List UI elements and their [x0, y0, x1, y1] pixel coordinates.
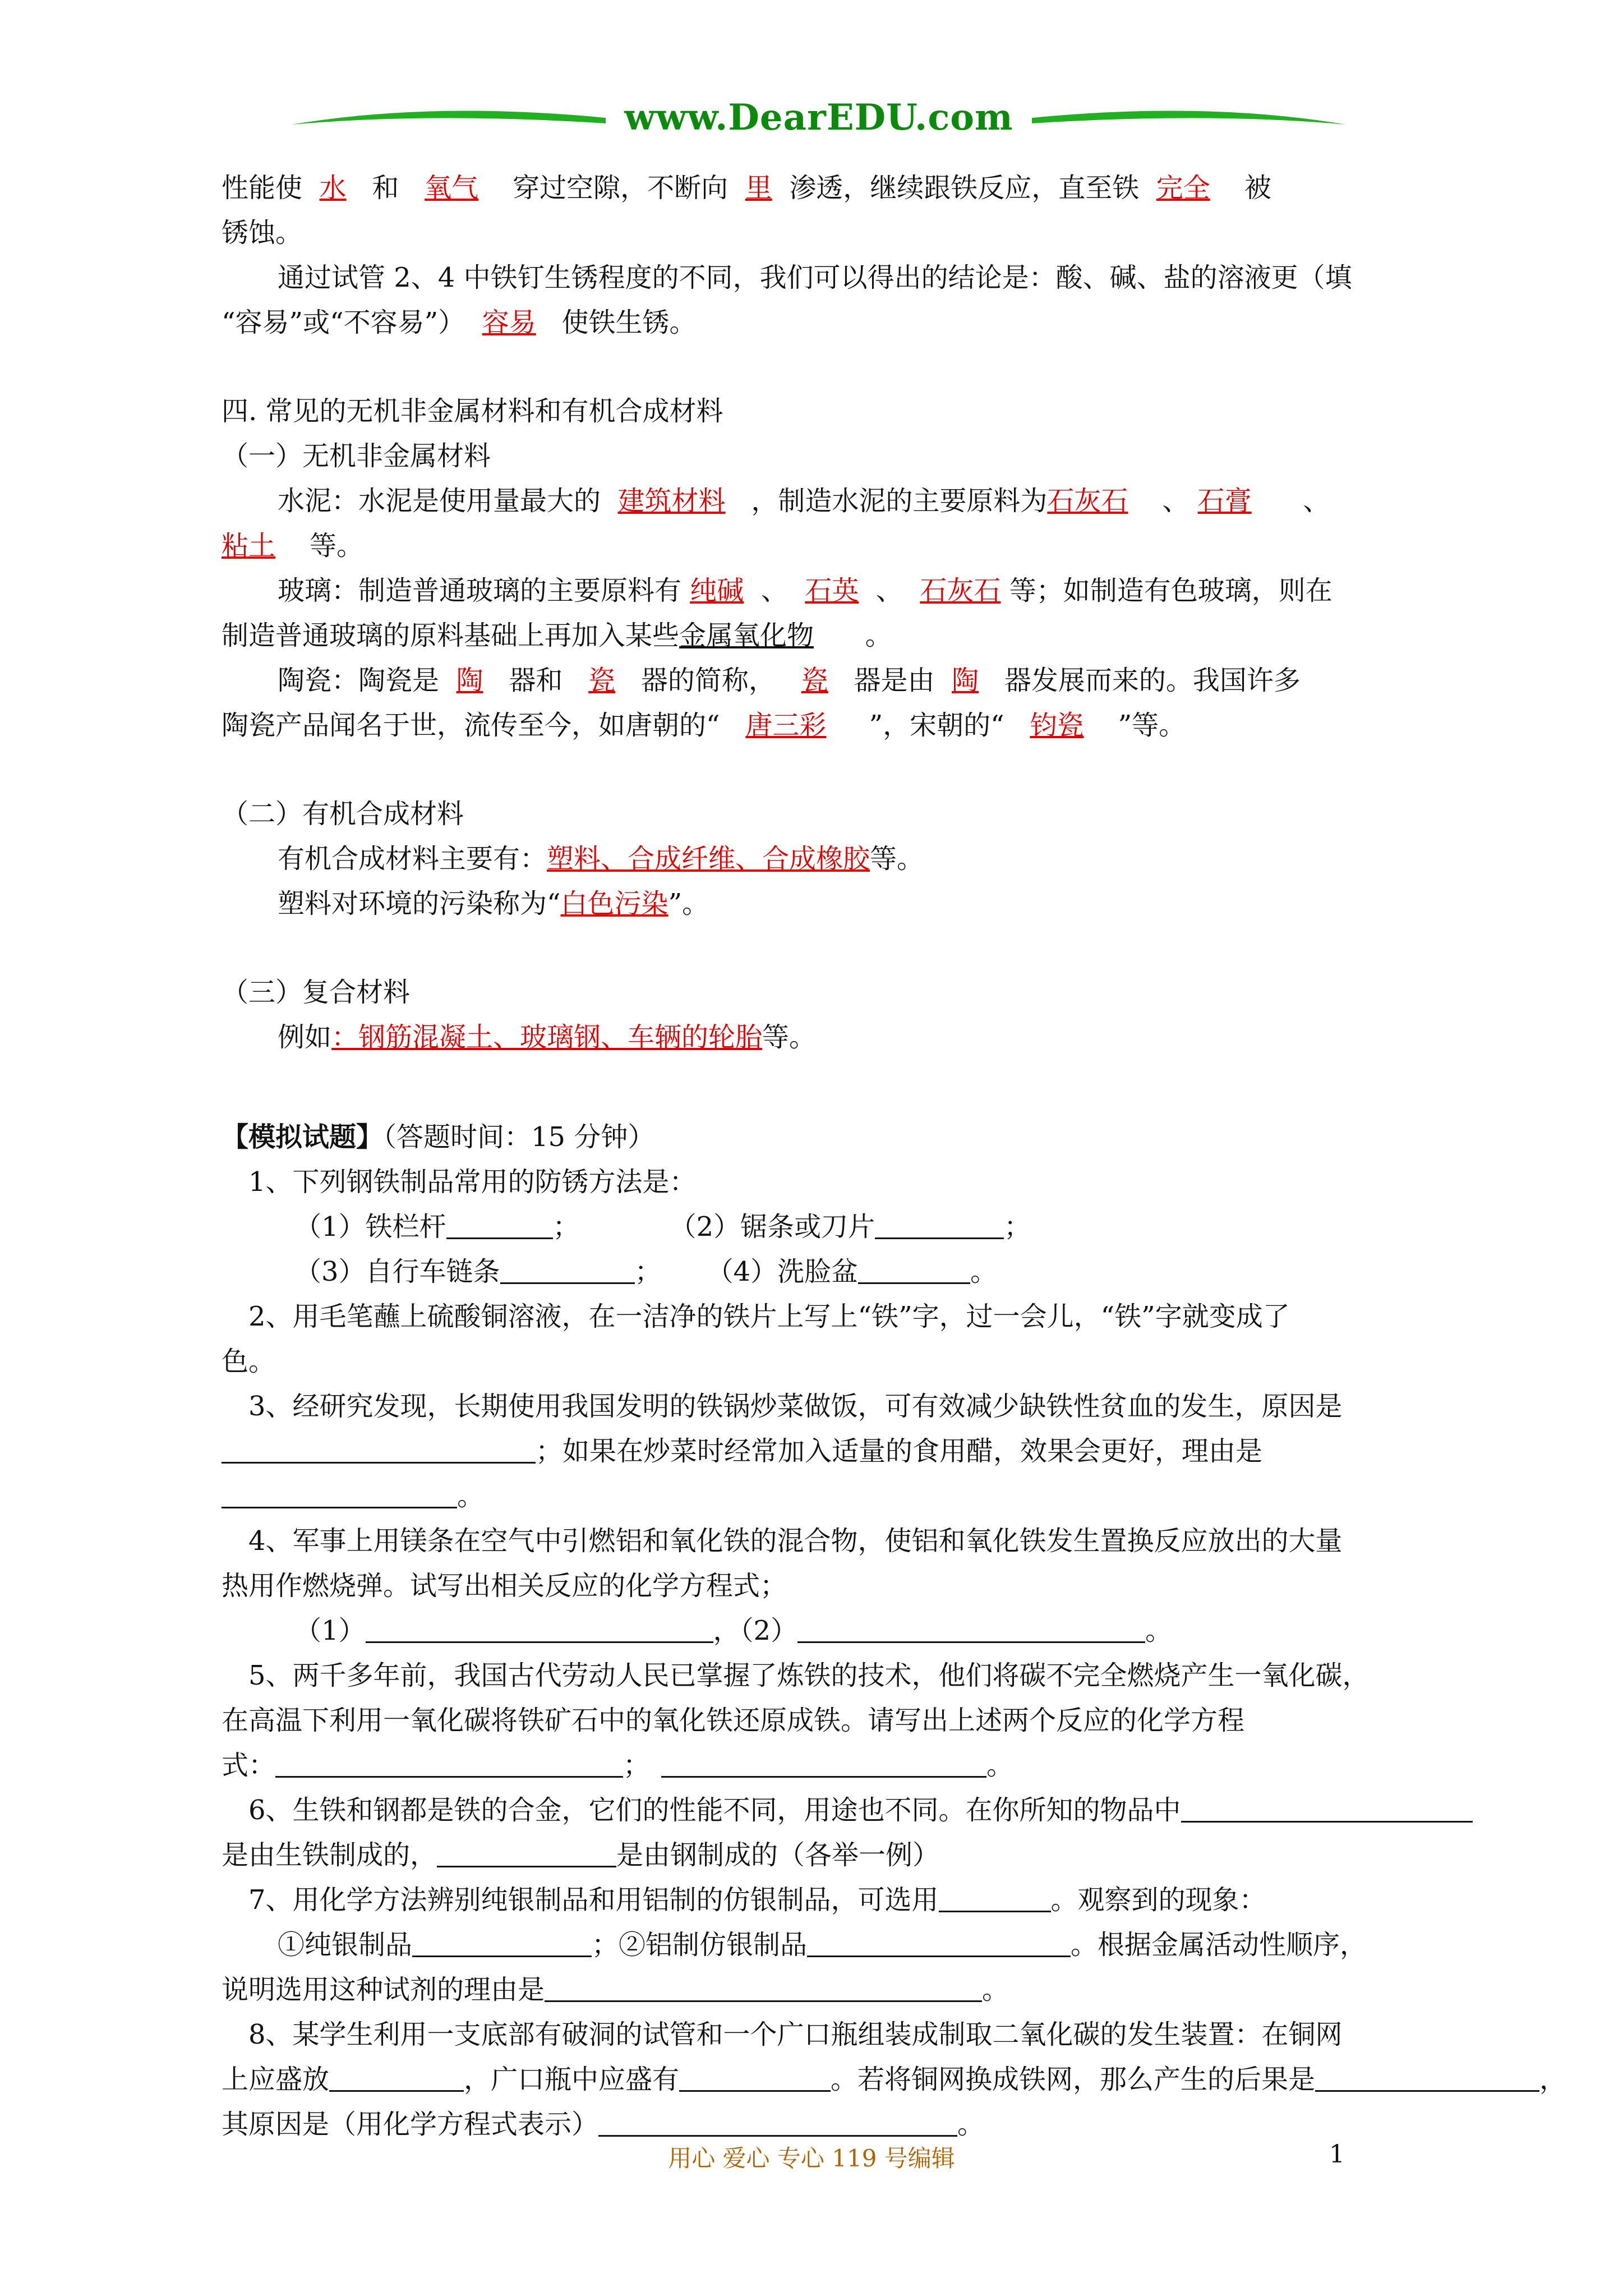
blank[interactable]: [437, 1838, 616, 1867]
question-8-end: 其原因是（用化学方程式表示） 。: [222, 2102, 1405, 2147]
blank[interactable]: [446, 1209, 553, 1239]
question-5-equations: 式： ； 。: [222, 1743, 1405, 1788]
subheading-composite: （三）复合材料: [222, 977, 411, 1008]
question-6-cont: 是由生铁制成的， 是由钢制成的（各举一例）: [222, 1833, 1405, 1878]
question-4-equations: （1） ，（2） 。: [222, 1608, 1405, 1653]
line-ceramic-2: 陶瓷产品闻名于世，流传至今，如唐朝的“ 唐三彩 ”，宋朝的“ 钧瓷 ”等。: [222, 710, 1186, 741]
blank[interactable]: [797, 1613, 1145, 1643]
question-2-cont: 色。: [222, 1346, 276, 1377]
question-3-end: 。: [222, 1474, 1405, 1519]
question-8: 8、某学生利用一支底部有破洞的试管和一个广口瓶组装成制取二氧化碳的发生装置：在铜网: [248, 2019, 1343, 2050]
question-7: 7、用化学方法辨别纯银制品和用铝制的仿银制品，可选用 。观察到的现象：: [222, 1878, 1405, 1922]
blank[interactable]: [366, 1613, 713, 1643]
blank[interactable]: [939, 1883, 1051, 1912]
blank[interactable]: [679, 2062, 831, 2092]
question-1-row-2: （3）自行车链条 ； （4）洗脸盆 。: [222, 1249, 1405, 1294]
blank[interactable]: [807, 1927, 1071, 1957]
page-number: 1: [1329, 2140, 1345, 2169]
blank[interactable]: [500, 1254, 635, 1284]
line-s2: 锈蚀。: [222, 217, 303, 249]
question-1-row-1: （1）铁栏杆 ； （2）锯条或刀片 ；: [222, 1204, 1405, 1249]
answer: 陶: [952, 665, 979, 696]
question-4-cont: 热用作燃烧弹。试写出相关反应的化学方程式；: [222, 1570, 787, 1602]
answer: 钧瓷: [1030, 710, 1084, 741]
blank[interactable]: [545, 1972, 982, 2002]
section-heading-4: 四. 常见的无机非金属材料和有机合成材料: [222, 395, 723, 427]
answer: 纯碱: [690, 575, 744, 606]
blank[interactable]: [222, 1479, 457, 1508]
document-body: [222, 165, 1567, 2147]
answer: 容易: [482, 307, 536, 338]
line-glass-2: 制造普通玻璃的原料基础上再加入某些金属氧化物 。: [222, 620, 892, 651]
blank[interactable]: [598, 2107, 957, 2137]
line-organic: 有机合成材料主要有：塑料、合成纤维、合成橡胶等。: [278, 843, 924, 875]
line-composite: 例如：钢筋混凝土、玻璃钢、车辆的轮胎等。: [278, 1022, 817, 1053]
answer: 白色污染: [560, 888, 668, 919]
line-cement-2: 粘土 等。: [222, 530, 364, 562]
question-7-phenomena: ①纯银制品 ；②铝制仿银制品 。根据金属活动性顺序，: [222, 1922, 1405, 1967]
answer: 金属氧化物: [679, 620, 814, 651]
answer: 唐三彩: [745, 710, 827, 741]
answer: 粘土: [222, 530, 276, 562]
mock-test-heading: 【模拟试题】（答题时间：15 分钟）: [222, 1121, 655, 1153]
answer: 瓷: [801, 665, 828, 696]
blank[interactable]: [661, 1748, 986, 1778]
question-3-cont: ；如果在炒菜时经常加入适量的食用醋，效果会更好，理由是: [222, 1429, 1405, 1474]
answer: 建筑材料: [617, 485, 726, 517]
question-7-reason: 说明选用这种试剂的理由是 。: [222, 1967, 1405, 2012]
question-6: 6、生铁和钢都是铁的合金，它们的性能不同，用途也不同。在你所知的物品中: [222, 1788, 1405, 1833]
blank[interactable]: [1181, 1793, 1473, 1823]
answer: ：钢筋混凝土、玻璃钢、车辆的轮胎: [331, 1022, 763, 1053]
line-s3: 通过试管 2、4 中铁钉生锈程度的不同，我们可以得出的结论是：酸、碱、盐的溶液更（填: [278, 262, 1352, 293]
site-header: [292, 90, 1346, 151]
answer: 塑料、合成纤维、合成橡胶: [547, 843, 870, 875]
question-3: 3、经研究发现，长期使用我国发明的铁锅炒菜做饭，可有效减少缺铁性贫血的发生，原因是: [248, 1391, 1343, 1422]
question-5-cont: 在高温下利用一氧化碳将铁矿石中的氧化铁还原成铁。请写出上述两个反应的化学方程: [222, 1705, 1245, 1736]
blank[interactable]: [275, 1748, 623, 1778]
answer: 石英: [805, 575, 859, 606]
question-5: 5、两千多年前，我国古代劳动人民已掌握了炼铁的技术，他们将碳不完全燃烧产生一氧化碳，: [248, 1660, 1370, 1691]
question-8-cont: 上应盛放 ，广口瓶中应盛有 。若将铜网换成铁网，那么产生的后果是 ，: [222, 2057, 1405, 2102]
question-1: 1、下列钢铁制品常用的防锈方法是：: [248, 1166, 697, 1198]
line-glass: 玻璃：制造普通玻璃的主要原料有 纯碱 、 石英 、 石灰石 等；如制造有色玻璃，则在: [278, 575, 1332, 606]
line-ceramic: 陶瓷：陶瓷是 陶 器和 瓷 器的简称， 瓷 器是由 陶 器发展而来的。我国许多: [278, 665, 1301, 696]
answer: 石灰石: [920, 575, 1001, 606]
blank[interactable]: [858, 1254, 970, 1284]
answer: 石灰石: [1047, 485, 1128, 517]
answer: 氧气: [425, 172, 479, 204]
subheading-inorganic: （一）无机非金属材料: [222, 440, 491, 472]
line-cement: 水泥：水泥是使用量最大的 建筑材料 ，制造水泥的主要原料为石灰石 、 石膏 、: [278, 485, 1330, 517]
line-s1: 性能使 水 和 氧气 穿过空隙，不断向 里 渗透，继续跟铁反应，直至铁 完全 被: [222, 172, 1271, 204]
answer: 瓷: [588, 665, 616, 696]
blank[interactable]: [412, 1927, 592, 1957]
blank[interactable]: [875, 1209, 1004, 1239]
line-s4: “容易”或“不容易”） 容易 使铁生锈。: [222, 307, 697, 338]
question-2: 2、用毛笔蘸上硫酸铜溶液，在一洁净的铁片上写上“铁”字，过一会儿，“铁”字就变成了: [248, 1301, 1290, 1332]
answer: 里: [745, 172, 772, 204]
answer: 水: [319, 172, 347, 204]
answer: 陶: [456, 665, 483, 696]
question-4: 4、军事上用镁条在空气中引燃铝和氧化铁的混合物，使铝和氧化铁发生置换反应放出的大量: [248, 1525, 1343, 1557]
page-footer: 用心 爱心 专心 119 号编辑: [668, 2145, 955, 2172]
line-plastic: 塑料对环境的污染称为“白色污染”。: [278, 888, 709, 919]
answer: 石膏: [1197, 485, 1252, 517]
blank[interactable]: [1315, 2062, 1539, 2092]
subheading-organic: （二）有机合成材料: [222, 798, 464, 830]
blank[interactable]: [329, 2062, 464, 2092]
blank[interactable]: [222, 1434, 536, 1464]
site-url[interactable]: www.DearEDU.com: [624, 96, 1013, 139]
answer: 完全: [1156, 172, 1210, 204]
